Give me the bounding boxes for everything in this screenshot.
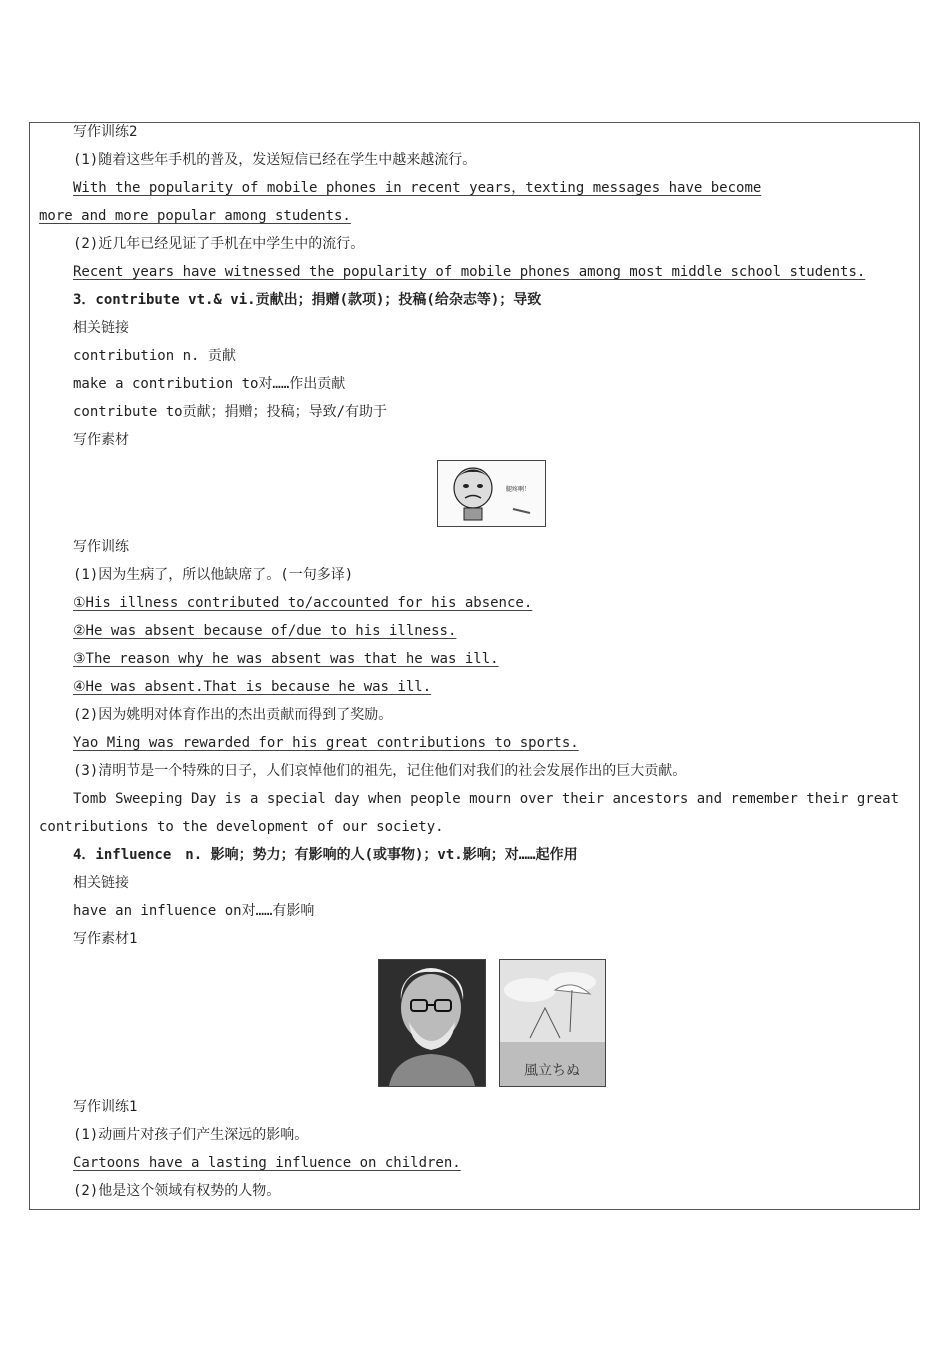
related-item: make a contribution to对……作出贡献 <box>73 376 346 392</box>
answer-line: more and more popular among students. <box>39 208 351 224</box>
related-links-heading: 相关链接 <box>73 875 129 891</box>
vocab-heading-contribute: 3．contribute vt.& vi.贡献出；捐赠(款项)；投稿(给杂志等)；导致 <box>73 292 542 308</box>
movie-poster <box>499 959 606 1087</box>
portrait-photo <box>378 959 486 1087</box>
heading-writing-practice-2: 写作训练2 <box>73 124 138 140</box>
chinese-sentence: (2)因为姚明对体育作出的杰出贡献而得到了奖励。 <box>73 707 393 723</box>
caricature-image <box>437 460 546 527</box>
writing-material-heading: 写作素材 <box>73 432 129 448</box>
caricature-caption: 腿疼啊！ <box>506 486 531 493</box>
answer-line: ①His illness contributed to/accounted for his absence. <box>73 595 533 611</box>
related-item: have an influence on对……有影响 <box>73 903 315 919</box>
chinese-sentence: (3)清明节是一个特殊的日子，人们哀悼他们的祖先，记住他们对我们的社会发展作出的巨大贡献。 <box>73 763 687 779</box>
chinese-sentence: (1)因为生病了，所以他缺席了。(一句多译) <box>73 567 354 583</box>
chinese-sentence: (2)近几年已经见证了手机在中学生中的流行。 <box>73 236 365 252</box>
writing-material-heading: 写作素材1 <box>73 931 138 947</box>
related-item: contribution n. 贡献 <box>73 348 236 364</box>
answer-line: ②He was absent because of/due to his illness. <box>73 623 457 639</box>
answer-line: With the popularity of mobile phones in recent years，texting messages have become <box>73 180 762 196</box>
answer-line: Cartoons have a lasting influence on children. <box>73 1155 461 1171</box>
writing-practice-1-heading: 写作训练1 <box>73 1099 138 1115</box>
chinese-sentence: (1)随着这些年手机的普及，发送短信已经在学生中越来越流行。 <box>73 152 477 168</box>
chinese-sentence: (1)动画片对孩子们产生深远的影响。 <box>73 1127 309 1143</box>
example-sentence: Tomb Sweeping Day is a special day when people mourn over their ancestors and remember their great <box>73 791 900 807</box>
answer-line: ③The reason why he was absent was that he was ill. <box>73 651 499 667</box>
answer-line: ④He was absent.That is because he was ill. <box>73 679 432 695</box>
chinese-sentence: (2)他是这个领域有权势的人物。 <box>73 1183 281 1199</box>
example-sentence: contributions to the development of our society. <box>39 819 444 835</box>
related-links-heading: 相关链接 <box>73 320 129 336</box>
answer-line: Recent years have witnessed the popularity of mobile phones among most middle school students. <box>73 264 866 280</box>
vocab-heading-influence: 4．influence n. 影响；势力；有影响的人(或事物)；vt.影响；对……起作用 <box>73 847 578 863</box>
writing-practice-heading: 写作训练 <box>73 539 129 555</box>
poster-title: 風立ちぬ <box>524 1063 580 1079</box>
answer-line: Yao Ming was rewarded for his great contributions to sports. <box>73 735 579 751</box>
related-item: contribute to贡献；捐赠；投稿；导致/有助于 <box>73 404 388 420</box>
